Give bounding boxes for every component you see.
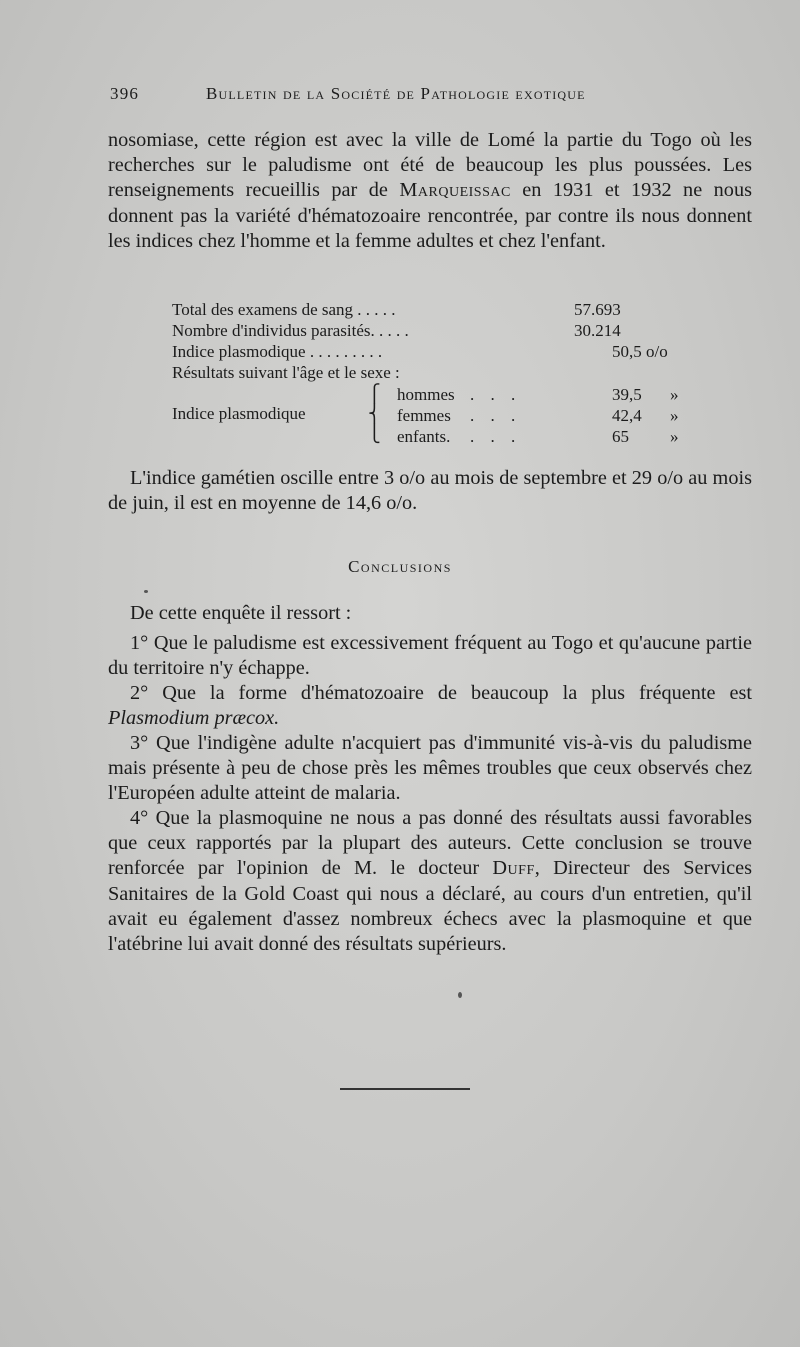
group-unit: » (670, 406, 679, 425)
journal-title: Bulletin de la Société de Pathologie exotique (206, 84, 586, 103)
conclusion-4 (108, 806, 752, 957)
stat-row-index (172, 342, 712, 363)
conclusion-3: 3° Que l'indigène adulte n'acquiert pas d'immunité vis-à-vis du paludisme mais présente à peu de chose près les mêmes troubles que ceux observés chez l'Européen adulte atteint de malaria. (108, 732, 752, 805)
ink-speck (458, 992, 462, 998)
brace-group-label: Indice plasmodique (172, 404, 306, 423)
stat-value: 30.214 (574, 321, 621, 340)
group-unit: » (670, 427, 679, 446)
conclusion-2-text: 2° Que la forme d'hématozoaire de beaucoup la plus fréquente est (130, 682, 752, 704)
group-label: femmes (397, 406, 451, 425)
group-label: enfants. (397, 427, 451, 446)
conclusions-intro: De cette enquête il ressort : (130, 602, 352, 624)
group-dots: . . . (470, 385, 522, 404)
brace-middle: ⎨ (368, 404, 381, 423)
stat-value: 50,5 o/o (612, 342, 668, 361)
stat-row-by-age (172, 363, 712, 384)
stat-label: Total des examens de sang . . . . . (172, 300, 396, 319)
group-row-children (172, 427, 712, 448)
group-row-women (172, 406, 712, 427)
conclusion-4-text-end: , Directeur des Services Sanitaires de la Gold Coast qui nous a déclaré, au cours d'un entretien, qu'il avait eu également d'assez nombreux échecs avec la plasmoquine et que l'atébrine lui avait donné des résultats supérieurs. (108, 857, 752, 956)
stat-row-total (172, 300, 712, 321)
page-number: 396 (110, 84, 140, 103)
ink-speck (144, 590, 148, 593)
group-value: 65 (612, 427, 629, 446)
conclusion-2 (108, 681, 752, 731)
author-name: Marqueissac (399, 179, 511, 202)
intro-text-end: en 1931 et 1932 ne nous donnent pas la variété d'hématozoaire rencontrée, par contre ils nous donnent les indices chez l'homme et la femme adultes et chez l'enfant. (108, 179, 752, 252)
brace-top: ⎧ (368, 384, 381, 403)
group-label: hommes (397, 385, 455, 404)
conclusion-4-text-start: 4° Que la plasmoquine ne nous a pas donné des résultats aussi favorables que ceux rapportés par la plupart des auteurs. Cette conclusion se trouve renforcée par l'opinion de M. le docteur (108, 807, 752, 880)
gametocyte-paragraph: L'indice gamétien oscille entre 3 o/o au mois de septembre et 29 o/o au mois de juin, il est en moyenne de 14,6 o/o. (108, 467, 752, 515)
stat-row-parasites (172, 321, 712, 342)
stat-value: 57.693 (574, 300, 621, 319)
section-heading: Conclusions (348, 557, 452, 576)
stat-label: Résultats suivant l'âge et le sexe : (172, 363, 400, 382)
species-name: Plasmodium præcox. (108, 707, 280, 730)
conclusion-1: 1° Que le paludisme est excessivement fréquent au Togo et qu'aucune partie du territoire n'y échappe. (108, 632, 752, 680)
intro-text-start: nosomiase, cette région est avec la ville de Lomé la partie du Togo où les recherches sur le paludisme ont été de beaucoup les plus poussées. Les renseignements recueillis par de (108, 129, 752, 202)
stat-label: Nombre d'individus parasités. . . . . (172, 321, 409, 340)
brace-bottom: ⎩ (368, 424, 381, 443)
group-row-men (172, 385, 712, 406)
group-value: 39,5 (612, 385, 642, 404)
doctor-name: Duff (492, 857, 535, 880)
group-value: 42,4 (612, 406, 642, 425)
end-rule (340, 1088, 470, 1090)
intro-paragraph (108, 128, 752, 254)
group-dots: . . . (470, 406, 522, 425)
stat-label: Indice plasmodique . . . . . . . . . (172, 342, 383, 361)
group-dots: . . . (470, 427, 522, 446)
group-unit: » (670, 385, 679, 404)
